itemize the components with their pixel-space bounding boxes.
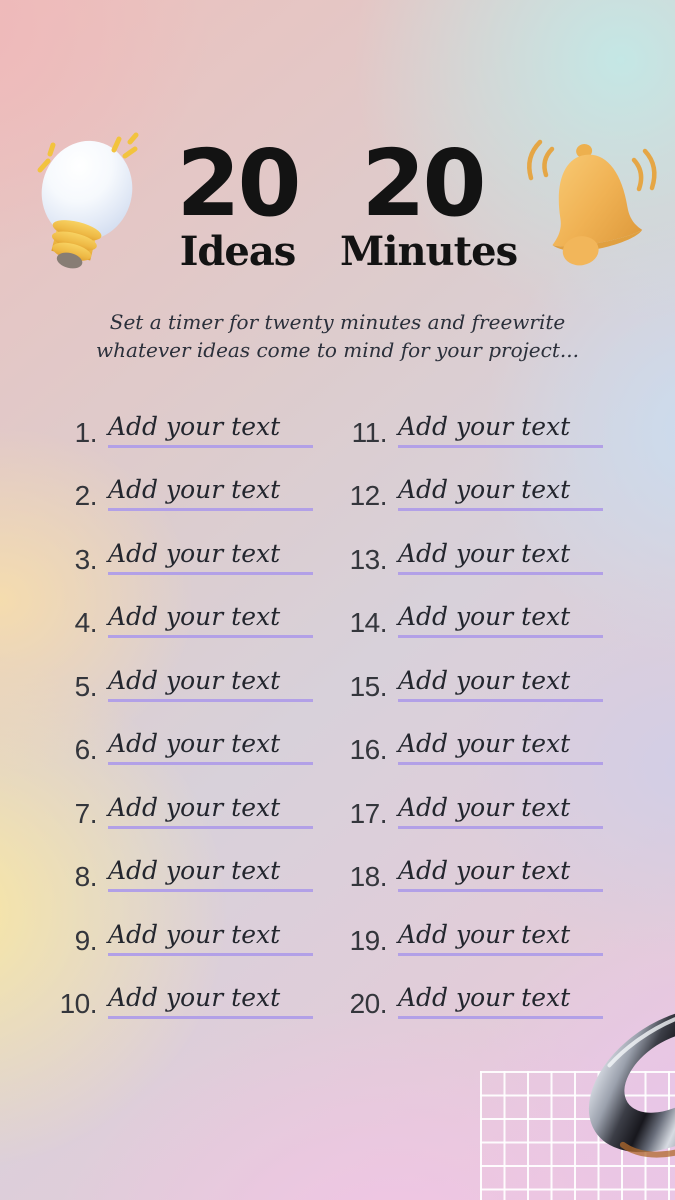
idea-text-field[interactable]	[398, 413, 603, 448]
idea-placeholder-text[interactable]: Add your text	[108, 411, 281, 441]
idea-number: 12.	[349, 480, 387, 511]
idea-text-field[interactable]	[108, 603, 313, 638]
minutes-label: Minutes	[340, 228, 518, 275]
idea-text-field[interactable]	[108, 984, 313, 1019]
bell-3d-graphic	[513, 126, 663, 274]
idea-text-field[interactable]	[108, 730, 313, 765]
idea-row	[50, 892, 313, 956]
idea-number: 15.	[349, 670, 387, 702]
chrome-ring-3d-graphic	[558, 992, 675, 1167]
chrome-ring-icon	[558, 992, 675, 1167]
idea-row	[340, 575, 603, 639]
idea-text-field[interactable]	[108, 794, 313, 829]
lightbulb-3d-graphic	[26, 118, 148, 283]
idea-row	[50, 511, 313, 575]
minutes-count: 20	[361, 130, 484, 237]
title-ideas-block	[160, 130, 315, 275]
idea-text-field[interactable]	[398, 476, 603, 511]
idea-number: 10.	[59, 988, 97, 1019]
idea-row	[340, 638, 603, 702]
idea-number: 9.	[74, 924, 97, 956]
idea-placeholder-text[interactable]: Add your text	[398, 665, 571, 695]
idea-placeholder-text[interactable]: Add your text	[108, 602, 281, 632]
idea-placeholder-text[interactable]: Add your text	[398, 983, 571, 1013]
idea-number: 4.	[74, 607, 97, 638]
idea-text-field[interactable]	[108, 476, 313, 511]
subtitle	[0, 308, 675, 364]
idea-number: 5.	[74, 670, 97, 702]
idea-number: 20.	[349, 988, 387, 1019]
subtitle-line-2: whatever ideas come to mind for your project...	[96, 338, 579, 362]
idea-row	[50, 448, 313, 512]
idea-row	[340, 448, 603, 512]
bell-icon	[513, 126, 663, 274]
idea-placeholder-text[interactable]: Add your text	[398, 919, 571, 949]
idea-placeholder-text[interactable]: Add your text	[108, 919, 281, 949]
title-minutes-block	[340, 130, 518, 275]
idea-row	[50, 956, 313, 1020]
idea-row	[50, 829, 313, 893]
idea-placeholder-text[interactable]: Add your text	[108, 856, 281, 886]
subtitle-line-1: Set a timer for twenty minutes and freewrite	[109, 310, 566, 334]
idea-placeholder-text[interactable]: Add your text	[108, 665, 281, 695]
idea-row	[340, 702, 603, 766]
idea-placeholder-text[interactable]: Add your text	[398, 792, 571, 822]
idea-placeholder-text[interactable]: Add your text	[398, 729, 571, 759]
idea-placeholder-text[interactable]: Add your text	[108, 538, 281, 568]
idea-text-field[interactable]	[398, 921, 603, 956]
idea-text-field[interactable]	[398, 857, 603, 892]
idea-text-field[interactable]	[108, 540, 313, 575]
idea-text-field[interactable]	[398, 603, 603, 638]
idea-number: 7.	[74, 797, 97, 829]
idea-row	[50, 702, 313, 766]
idea-text-field[interactable]	[398, 540, 603, 575]
idea-row	[50, 575, 313, 639]
idea-placeholder-text[interactable]: Add your text	[108, 983, 281, 1013]
idea-text-field[interactable]	[108, 667, 313, 702]
idea-text-field[interactable]	[108, 921, 313, 956]
idea-number: 6.	[74, 734, 97, 765]
idea-placeholder-text[interactable]: Add your text	[108, 475, 281, 505]
idea-number: 1.	[74, 416, 97, 448]
idea-number: 8.	[74, 861, 97, 892]
idea-row	[50, 638, 313, 702]
idea-number: 19.	[349, 924, 387, 956]
idea-placeholder-text[interactable]: Add your text	[398, 538, 571, 568]
idea-number: 11.	[351, 416, 387, 448]
idea-number: 3.	[74, 543, 97, 575]
idea-row	[340, 384, 603, 448]
idea-text-field[interactable]	[108, 857, 313, 892]
idea-text-field[interactable]	[108, 413, 313, 448]
idea-placeholder-text[interactable]: Add your text	[398, 411, 571, 441]
idea-row	[340, 511, 603, 575]
idea-row	[50, 384, 313, 448]
idea-number: 18.	[349, 861, 387, 892]
idea-placeholder-text[interactable]: Add your text	[398, 602, 571, 632]
lightbulb-icon	[26, 118, 148, 283]
idea-row	[340, 892, 603, 956]
idea-placeholder-text[interactable]: Add your text	[108, 729, 281, 759]
ideas-column-right	[340, 384, 603, 1019]
ideas-column-left	[50, 384, 313, 1019]
ideas-count: 20	[176, 130, 299, 237]
idea-number: 2.	[74, 480, 97, 511]
ideas-label: Ideas	[179, 228, 296, 275]
idea-row	[340, 829, 603, 893]
idea-number: 14.	[349, 607, 387, 638]
idea-row	[340, 765, 603, 829]
idea-text-field[interactable]	[398, 667, 603, 702]
idea-number: 13.	[349, 543, 387, 575]
idea-placeholder-text[interactable]: Add your text	[398, 475, 571, 505]
idea-row	[50, 765, 313, 829]
idea-text-field[interactable]	[398, 730, 603, 765]
idea-placeholder-text[interactable]: Add your text	[398, 856, 571, 886]
idea-text-field[interactable]	[398, 794, 603, 829]
idea-number: 16.	[349, 734, 387, 765]
idea-placeholder-text[interactable]: Add your text	[108, 792, 281, 822]
idea-number: 17.	[349, 797, 387, 829]
